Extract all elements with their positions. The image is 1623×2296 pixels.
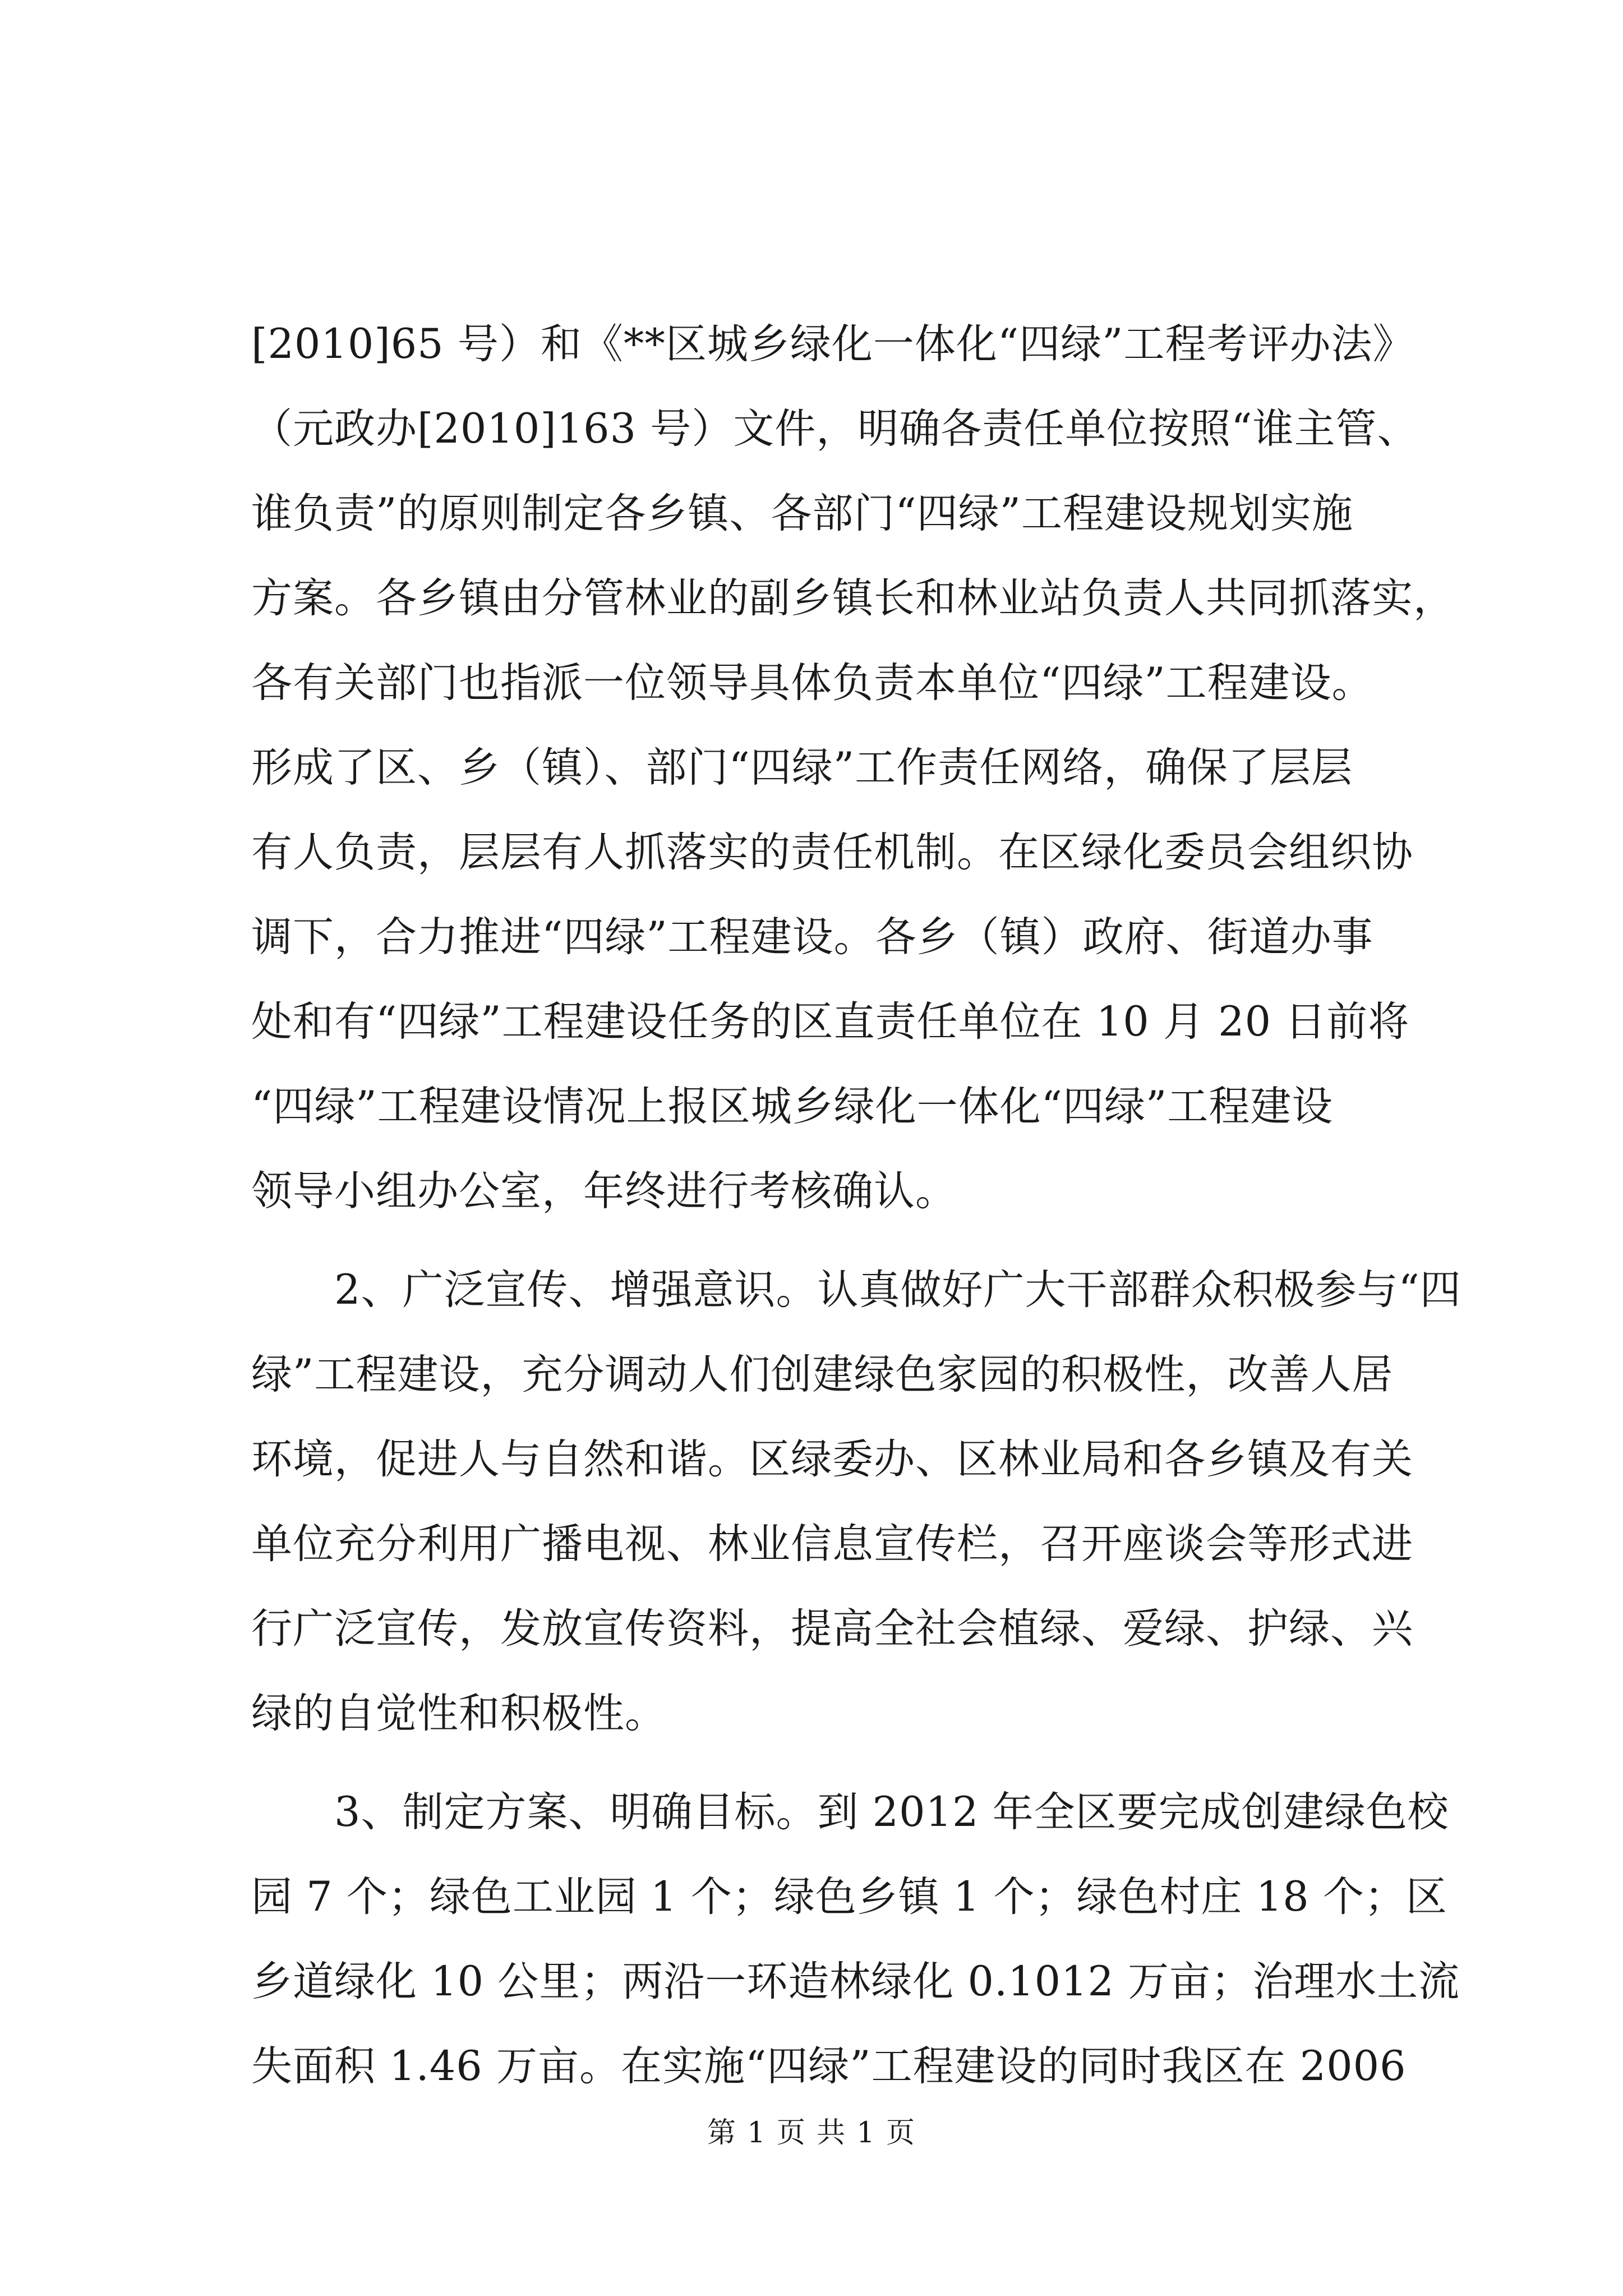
paragraph-spacer (251, 1234, 1459, 1248)
paragraph-2 (251, 1248, 1459, 1756)
text-line: 3、制定方案、明确目标。到 2012 年全区要完成创建绿色校 (251, 1788, 1449, 1836)
paragraph-1 (251, 302, 1459, 1234)
text-line: 2、广泛宣传、增强意识。认真做好广大干部群众积极参与“四 (251, 1266, 1461, 1314)
text-line: 园 7 个；绿色工业园 1 个；绿色乡镇 1 个；绿色村庄 18 个；区 (251, 1873, 1447, 1921)
text-line: （元政办[2010]163 号）文件，明确各责任单位按照“谁主管、 (251, 405, 1419, 453)
text-line: 环境，促进人与自然和谐。区绿委办、区林业局和各乡镇及有关 (251, 1435, 1413, 1483)
text-line: 调下，合力推进“四绿”工程建设。各乡（镇）政府、街道办事 (251, 913, 1373, 961)
text-line: 绿的自觉性和积极性。 (251, 1690, 666, 1737)
text-line: 失面积 1.46 万亩。在实施“四绿”工程建设的同时我区在 2006 (251, 2042, 1407, 2090)
paragraph-spacer (251, 1756, 1459, 1770)
document-body (251, 302, 1459, 2109)
text-line: 行广泛宣传，发放宣传资料，提高全社会植绿、爱绿、护绿、兴 (251, 1605, 1413, 1653)
text-line: 绿”工程建设，充分调动人们创建绿色家园的积极性，改善人居 (251, 1351, 1394, 1398)
text-line: 单位充分利用广播电视、林业信息宣传栏，召开座谈会等形式进 (251, 1520, 1413, 1568)
text-line: 谁负责”的原则制定各乡镇、各部门“四绿”工程建设规划实施 (251, 490, 1353, 537)
page-number-label: 第 1 页 共 1 页 (707, 2116, 916, 2150)
text-line: “四绿”工程建设情况上报区城乡绿化一体化“四绿”工程建设 (251, 1083, 1334, 1130)
text-line: 有人负责，层层有人抓落实的责任机制。在区绿化委员会组织协 (251, 829, 1413, 876)
text-line: 各有关部门也指派一位领导具体负责本单位“四绿”工程建设。 (251, 659, 1373, 707)
text-line: 领导小组办公室，年终进行考核确认。 (251, 1167, 957, 1215)
text-line: 乡道绿化 10 公里；两沿一环造林绿化 0.1012 万亩；治理水土流 (251, 1958, 1460, 2005)
text-line: 方案。各乡镇由分管林业的副乡镇长和林业站负责人共同抓落实， (251, 574, 1455, 622)
text-line: [2010]65 号）和《**区城乡绿化一体化“四绿”工程考评办法》 (251, 320, 1414, 368)
text-line: 处和有“四绿”工程建设任务的区直责任单位在 10 月 20 日前将 (251, 998, 1410, 1046)
text-line: 形成了区、乡（镇）、部门“四绿”工作责任网络，确保了层层 (251, 744, 1353, 792)
page-footer (0, 2114, 1623, 2153)
paragraph-3 (251, 1770, 1459, 2109)
